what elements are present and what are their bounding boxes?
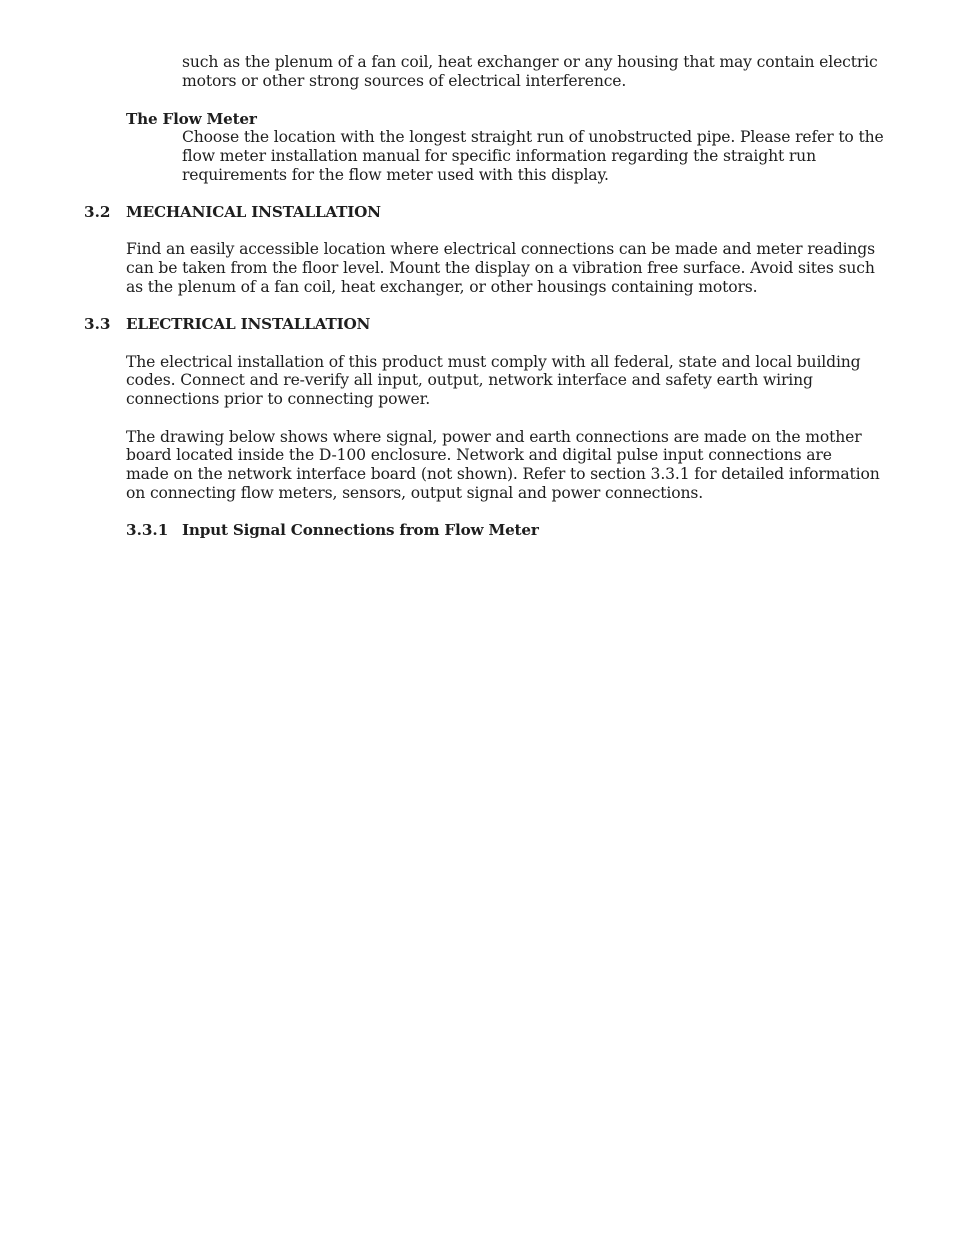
flow-meter-line: requirements for the flow meter used with this display. <box>182 166 609 184</box>
section-3-2-line: can be taken from the floor level. Mount the display on a vibration free surface. Avoid sites such <box>126 259 875 277</box>
section-3-2-line: as the plenum of a fan coil, heat exchanger, or other housings containing motors. <box>126 278 758 296</box>
section-number: 3.3 <box>84 315 111 333</box>
intro-line: such as the plenum of a fan coil, heat exchanger or any housing that may contain electric <box>182 53 878 71</box>
subsection-title: Input Signal Connections from Flow Meter <box>182 521 539 539</box>
section-3-3-para1-line: The electrical installation of this product must comply with all federal, state and local building <box>126 353 861 371</box>
flow-meter-line: flow meter installation manual for specific information regarding the straight run <box>182 147 816 165</box>
subsection-number: 3.3.1 <box>126 521 169 539</box>
section-title: MECHANICAL INSTALLATION <box>126 203 381 221</box>
section-3-3-para1-line: connections prior to connecting power. <box>126 390 430 408</box>
flow-meter-line: Choose the location with the longest straight run of unobstructed pipe. Please refer to the <box>182 128 884 146</box>
section-title: ELECTRICAL INSTALLATION <box>126 315 371 333</box>
section-3-3-para2-line: on connecting flow meters, sensors, output signal and power connections. <box>126 484 704 502</box>
section-3-3-para1-line: codes. Connect and re-verify all input, output, network interface and safety earth wiring <box>126 371 813 389</box>
section-3-2-line: Find an easily accessible location where electrical connections can be made and meter readings <box>126 240 875 258</box>
section-3-3-para2-line: The drawing below shows where signal, power and earth connections are made on the mother <box>126 428 862 446</box>
section-3-3-para2-line: made on the network interface board (not shown). Refer to section 3.3.1 for detailed information <box>126 465 880 483</box>
flow-meter-heading: The Flow Meter <box>126 110 257 128</box>
section-number: 3.2 <box>84 203 111 221</box>
section-3-3-para2-line: board located inside the D-100 enclosure. Network and digital pulse input connections are <box>126 446 832 464</box>
intro-line: motors or other strong sources of electrical interference. <box>182 72 627 90</box>
